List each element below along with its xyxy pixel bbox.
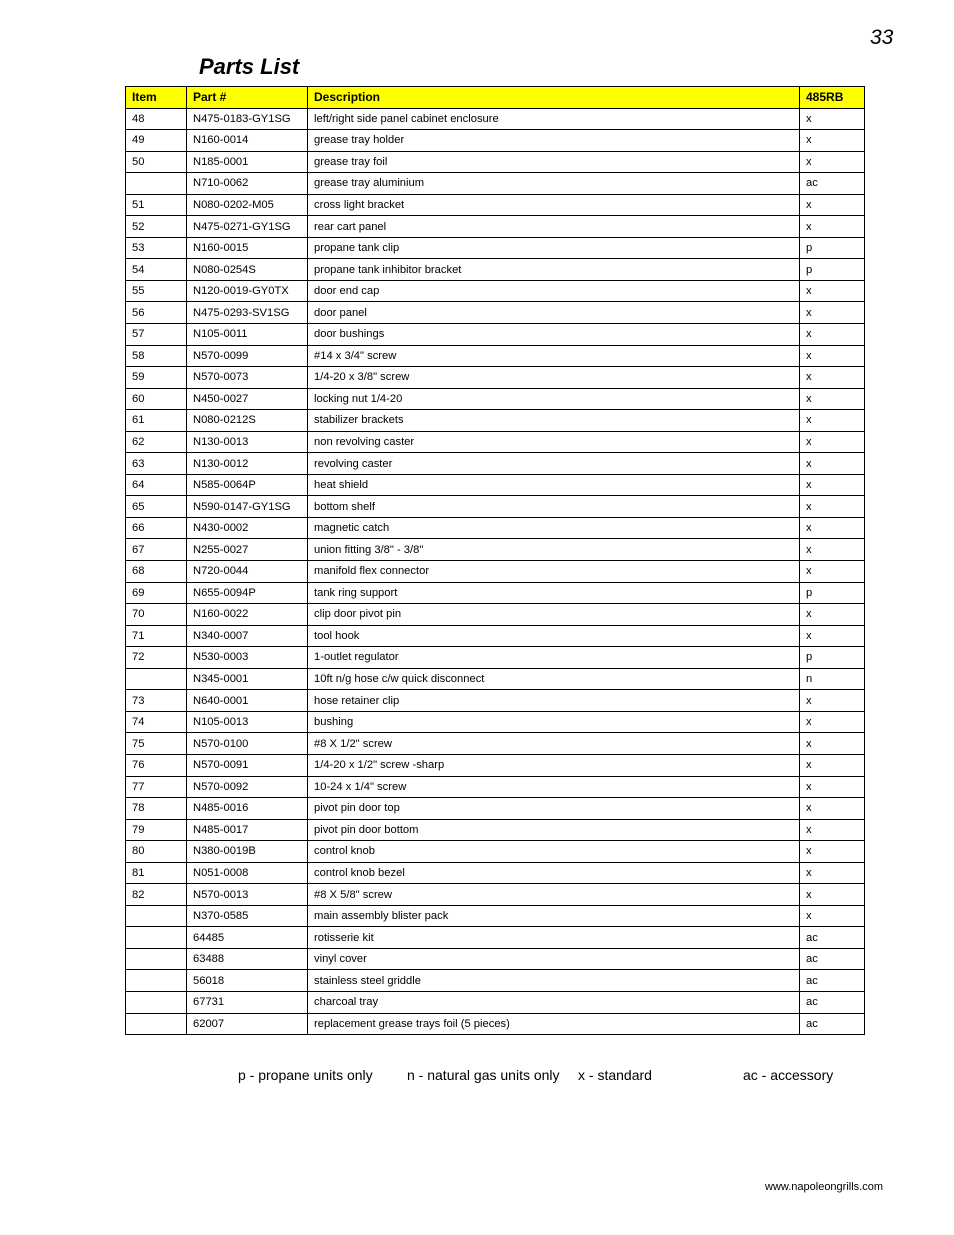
cell-item: 70 (126, 604, 187, 626)
cell-part-number: N530-0003 (187, 647, 308, 669)
cell-description: revolving caster (308, 453, 800, 475)
cell-part-number: N570-0073 (187, 367, 308, 389)
cell-item: 76 (126, 754, 187, 776)
cell-part-number: N720-0044 (187, 561, 308, 583)
table-row (126, 345, 865, 367)
cell-item: 59 (126, 367, 187, 389)
cell-part-number: N160-0014 (187, 130, 308, 152)
cell-model-485rb: x (800, 280, 865, 302)
table-row (126, 948, 865, 970)
cell-description: pivot pin door bottom (308, 819, 800, 841)
cell-item: 62 (126, 431, 187, 453)
cell-description: bottom shelf (308, 496, 800, 518)
cell-description: non revolving caster (308, 431, 800, 453)
cell-item: 74 (126, 711, 187, 733)
cell-part-number: 67731 (187, 991, 308, 1013)
table-row (126, 410, 865, 432)
cell-model-485rb: x (800, 798, 865, 820)
cell-item: 67 (126, 539, 187, 561)
cell-item: 51 (126, 194, 187, 216)
table-row (126, 604, 865, 626)
cell-part-number: N380-0019B (187, 841, 308, 863)
cell-part-number: 56018 (187, 970, 308, 992)
cell-description: propane tank inhibitor bracket (308, 259, 800, 281)
cell-part-number: N080-0254S (187, 259, 308, 281)
table-row (126, 561, 865, 583)
cell-item (126, 927, 187, 949)
cell-part-number: N485-0016 (187, 798, 308, 820)
table-row (126, 690, 865, 712)
cell-model-485rb: x (800, 108, 865, 130)
cell-part-number: N345-0001 (187, 668, 308, 690)
cell-part-number: N570-0091 (187, 754, 308, 776)
cell-item: 81 (126, 862, 187, 884)
cell-item: 66 (126, 517, 187, 539)
cell-part-number: N450-0027 (187, 388, 308, 410)
cell-item: 54 (126, 259, 187, 281)
cell-part-number: 63488 (187, 948, 308, 970)
table-row (126, 367, 865, 389)
page-title: Parts List (199, 54, 300, 79)
cell-item: 77 (126, 776, 187, 798)
cell-item: 64 (126, 474, 187, 496)
cell-model-485rb: x (800, 625, 865, 647)
cell-item: 68 (126, 561, 187, 583)
cell-model-485rb: x (800, 561, 865, 583)
cell-model-485rb: x (800, 604, 865, 626)
cell-description: 1/4-20 x 3/8" screw (308, 367, 800, 389)
parts-table-body (126, 108, 865, 1035)
table-row (126, 539, 865, 561)
cell-description: manifold flex connector (308, 561, 800, 583)
table-row (126, 280, 865, 302)
table-row (126, 733, 865, 755)
cell-description: pivot pin door top (308, 798, 800, 820)
cell-item: 78 (126, 798, 187, 820)
table-row (126, 862, 865, 884)
cell-model-485rb: x (800, 776, 865, 798)
cell-model-485rb: x (800, 388, 865, 410)
cell-item: 58 (126, 345, 187, 367)
cell-model-485rb: x (800, 711, 865, 733)
table-row (126, 754, 865, 776)
cell-part-number: N185-0001 (187, 151, 308, 173)
table-row (126, 1013, 865, 1035)
cell-part-number: N475-0271-GY1SG (187, 216, 308, 238)
legend-standard: x - standard (578, 1067, 652, 1083)
cell-item: 69 (126, 582, 187, 604)
table-row (126, 776, 865, 798)
cell-model-485rb: x (800, 216, 865, 238)
cell-description: charcoal tray (308, 991, 800, 1013)
cell-part-number: N105-0011 (187, 324, 308, 346)
cell-description: main assembly blister pack (308, 905, 800, 927)
cell-description: replacement grease trays foil (5 pieces) (308, 1013, 800, 1035)
cell-item: 60 (126, 388, 187, 410)
cell-model-485rb: ac (800, 991, 865, 1013)
cell-part-number: N130-0013 (187, 431, 308, 453)
cell-part-number: N430-0002 (187, 517, 308, 539)
cell-item: 75 (126, 733, 187, 755)
cell-part-number: N570-0092 (187, 776, 308, 798)
table-row (126, 991, 865, 1013)
table-row (126, 668, 865, 690)
cell-description: propane tank clip (308, 237, 800, 259)
cell-model-485rb: x (800, 517, 865, 539)
cell-description: 1-outlet regulator (308, 647, 800, 669)
cell-description: heat shield (308, 474, 800, 496)
cell-model-485rb: x (800, 431, 865, 453)
cell-description: door end cap (308, 280, 800, 302)
table-row (126, 819, 865, 841)
cell-description: #14 x 3/4" screw (308, 345, 800, 367)
cell-item: 82 (126, 884, 187, 906)
cell-item: 55 (126, 280, 187, 302)
cell-part-number: N485-0017 (187, 819, 308, 841)
table-row (126, 582, 865, 604)
cell-description: door panel (308, 302, 800, 324)
cell-part-number: N120-0019-GY0TX (187, 280, 308, 302)
cell-description: #8 X 5/8" screw (308, 884, 800, 906)
cell-description: 10ft n/g hose c/w quick disconnect (308, 668, 800, 690)
parts-table (125, 86, 865, 1035)
cell-description: tank ring support (308, 582, 800, 604)
cell-item (126, 948, 187, 970)
cell-part-number: N590-0147-GY1SG (187, 496, 308, 518)
cell-model-485rb: ac (800, 927, 865, 949)
cell-item: 49 (126, 130, 187, 152)
cell-part-number: N255-0027 (187, 539, 308, 561)
cell-model-485rb: x (800, 754, 865, 776)
table-row (126, 324, 865, 346)
table-row (126, 237, 865, 259)
cell-description: 10-24 x 1/4" screw (308, 776, 800, 798)
cell-part-number: N130-0012 (187, 453, 308, 475)
cell-part-number: N655-0094P (187, 582, 308, 604)
cell-part-number: N475-0183-GY1SG (187, 108, 308, 130)
cell-description: door bushings (308, 324, 800, 346)
legend-natural-gas: n - natural gas units only (407, 1067, 560, 1083)
cell-model-485rb: x (800, 367, 865, 389)
table-row (126, 841, 865, 863)
cell-model-485rb: ac (800, 1013, 865, 1035)
cell-model-485rb: x (800, 345, 865, 367)
cell-item (126, 991, 187, 1013)
cell-model-485rb: p (800, 237, 865, 259)
cell-part-number: N570-0013 (187, 884, 308, 906)
cell-item (126, 668, 187, 690)
table-header-row (126, 87, 865, 109)
cell-description: grease tray foil (308, 151, 800, 173)
table-row (126, 798, 865, 820)
cell-item: 53 (126, 237, 187, 259)
header-item: Item (126, 87, 187, 109)
header-description: Description (308, 87, 800, 109)
cell-description: grease tray aluminium (308, 173, 800, 195)
cell-item: 65 (126, 496, 187, 518)
cell-description: bushing (308, 711, 800, 733)
cell-item: 71 (126, 625, 187, 647)
table-row (126, 625, 865, 647)
cell-item: 80 (126, 841, 187, 863)
cell-part-number: N475-0293-SV1SG (187, 302, 308, 324)
cell-model-485rb: x (800, 496, 865, 518)
cell-item (126, 1013, 187, 1035)
cell-description: stainless steel griddle (308, 970, 800, 992)
table-row (126, 388, 865, 410)
legend-propane: p - propane units only (238, 1067, 373, 1083)
cell-part-number: N710-0062 (187, 173, 308, 195)
cell-description: #8 X 1/2" screw (308, 733, 800, 755)
cell-part-number: N051-0008 (187, 862, 308, 884)
cell-description: vinyl cover (308, 948, 800, 970)
table-row (126, 517, 865, 539)
legend-accessory: ac - accessory (743, 1067, 834, 1083)
cell-model-485rb: x (800, 151, 865, 173)
cell-model-485rb: n (800, 668, 865, 690)
cell-item: 73 (126, 690, 187, 712)
footer-website: www.napoleongrills.com (765, 1181, 883, 1193)
cell-model-485rb: p (800, 647, 865, 669)
cell-part-number: N160-0022 (187, 604, 308, 626)
cell-part-number: N080-0212S (187, 410, 308, 432)
cell-model-485rb: x (800, 474, 865, 496)
cell-model-485rb: x (800, 453, 865, 475)
cell-model-485rb: x (800, 690, 865, 712)
cell-model-485rb: p (800, 582, 865, 604)
cell-part-number: N340-0007 (187, 625, 308, 647)
cell-item: 56 (126, 302, 187, 324)
table-row (126, 927, 865, 949)
cell-item (126, 173, 187, 195)
header-model-485rb: 485RB (800, 87, 865, 109)
cell-part-number: N585-0064P (187, 474, 308, 496)
table-row (126, 194, 865, 216)
cell-model-485rb: ac (800, 173, 865, 195)
cell-item: 72 (126, 647, 187, 669)
table-row (126, 173, 865, 195)
cell-description: cross light bracket (308, 194, 800, 216)
cell-description: union fitting 3/8" - 3/8" (308, 539, 800, 561)
table-row (126, 431, 865, 453)
cell-model-485rb: p (800, 259, 865, 281)
cell-description: rotisserie kit (308, 927, 800, 949)
cell-part-number: 62007 (187, 1013, 308, 1035)
cell-model-485rb: x (800, 302, 865, 324)
cell-part-number: N080-0202-M05 (187, 194, 308, 216)
cell-description: rear cart panel (308, 216, 800, 238)
cell-description: control knob bezel (308, 862, 800, 884)
cell-description: 1/4-20 x 1/2" screw -sharp (308, 754, 800, 776)
table-row (126, 496, 865, 518)
cell-item: 48 (126, 108, 187, 130)
cell-model-485rb: x (800, 841, 865, 863)
cell-item: 57 (126, 324, 187, 346)
cell-description: control knob (308, 841, 800, 863)
cell-description: magnetic catch (308, 517, 800, 539)
table-row (126, 884, 865, 906)
cell-part-number: 64485 (187, 927, 308, 949)
cell-item (126, 905, 187, 927)
table-row (126, 453, 865, 475)
table-row (126, 647, 865, 669)
cell-model-485rb: ac (800, 970, 865, 992)
cell-part-number: N570-0100 (187, 733, 308, 755)
cell-model-485rb: x (800, 819, 865, 841)
cell-item: 50 (126, 151, 187, 173)
cell-model-485rb: x (800, 194, 865, 216)
table-row (126, 970, 865, 992)
table-row (126, 130, 865, 152)
table-row (126, 711, 865, 733)
cell-model-485rb: x (800, 905, 865, 927)
table-row (126, 216, 865, 238)
cell-description: clip door pivot pin (308, 604, 800, 626)
cell-item: 63 (126, 453, 187, 475)
cell-part-number: N370-0585 (187, 905, 308, 927)
cell-description: locking nut 1/4-20 (308, 388, 800, 410)
cell-item: 52 (126, 216, 187, 238)
cell-description: grease tray holder (308, 130, 800, 152)
table-row (126, 108, 865, 130)
cell-item: 61 (126, 410, 187, 432)
cell-part-number: N105-0013 (187, 711, 308, 733)
cell-model-485rb: x (800, 410, 865, 432)
cell-part-number: N570-0099 (187, 345, 308, 367)
table-row (126, 474, 865, 496)
cell-model-485rb: x (800, 884, 865, 906)
cell-model-485rb: x (800, 862, 865, 884)
cell-model-485rb: x (800, 324, 865, 346)
table-row (126, 905, 865, 927)
cell-model-485rb: x (800, 130, 865, 152)
cell-description: left/right side panel cabinet enclosure (308, 108, 800, 130)
cell-part-number: N160-0015 (187, 237, 308, 259)
cell-description: tool hook (308, 625, 800, 647)
header-part-number: Part # (187, 87, 308, 109)
cell-description: stabilizer brackets (308, 410, 800, 432)
table-row (126, 259, 865, 281)
cell-item: 79 (126, 819, 187, 841)
cell-model-485rb: x (800, 539, 865, 561)
cell-description: hose retainer clip (308, 690, 800, 712)
cell-part-number: N640-0001 (187, 690, 308, 712)
cell-item (126, 970, 187, 992)
table-row (126, 151, 865, 173)
cell-model-485rb: ac (800, 948, 865, 970)
page-number: 33 (870, 26, 894, 49)
cell-model-485rb: x (800, 733, 865, 755)
table-row (126, 302, 865, 324)
